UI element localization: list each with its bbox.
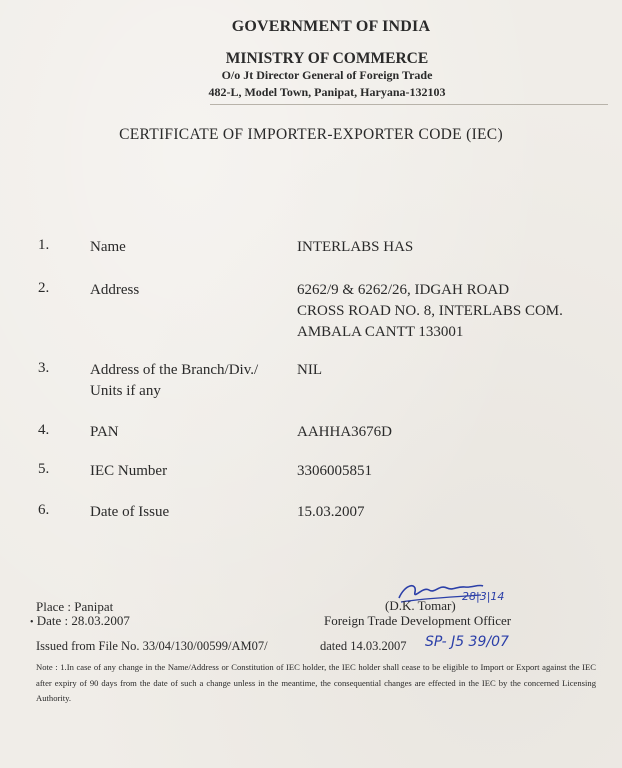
date-value: Date : 28.03.2007 [36,613,130,628]
field-label: Date of Issue [90,504,170,520]
signatory-title: Foreign Trade Development Officer [324,613,512,628]
office-line: O/o Jt Director General of Foreign Trade [221,68,433,82]
branch-label-line-1: Address of the Branch/Div./ [90,362,259,378]
field-value: NIL [297,362,322,378]
field-value [297,280,607,343]
place-label: Place : Panipat [36,599,114,614]
field-value: 3306005851 [297,463,372,479]
header-divider [210,104,608,105]
address-line-3: AMBALA CANTT 133001 [297,324,464,340]
field-number: 4. [38,422,50,438]
date-label: • Date : 28.03.2007 [30,613,130,628]
field-number: 5. [38,461,50,477]
field-label: IEC Number [90,463,168,479]
field-label: PAN [90,424,119,440]
issued-from-file: Issued from File No. 33/04/130/00599/AM07/ [36,639,268,653]
handwritten-file-note: SP- J5 39/07 [425,634,509,650]
field-label: Name [90,239,126,255]
field-number: 6. [38,502,50,518]
field-label: Address [90,282,140,298]
field-label [90,360,290,402]
handwritten-sig-number: 28|3|14 [462,590,505,603]
ministry-heading: MINISTRY OF COMMERCE [225,50,429,67]
certificate-title: CERTIFICATE OF IMPORTER-EXPORTER CODE (IEC) [119,126,503,143]
field-value: 15.03.2007 [297,504,365,520]
field-value: INTERLABS HAS [297,239,414,255]
field-number: 2. [38,280,50,296]
certificate-note: Note : 1.In case of any change in the Name/Address or Constitution of IEC holder, the IEC holder shall cease to be eligible to Import or Export against the IEC after expiry of 90 days from the date of such a change unless in the meantime, the consequential changes are effected in the IEC by the concerned Licensing Authority. [36,662,596,703]
office-address: 482-L, Model Town, Panipat, Haryana-132103 [208,85,446,99]
issued-date: dated 14.03.2007 [320,639,407,653]
field-number: 1. [38,237,50,253]
field-value: AAHHA3676D [297,424,392,440]
signatory-name: (D.K. Tomar) [385,598,456,613]
address-line-1: 6262/9 & 6262/26, IDGAH ROAD [297,282,510,298]
branch-label-line-2: Units if any [90,383,161,399]
field-number: 3. [38,360,50,376]
address-line-2: CROSS ROAD NO. 8, INTERLABS COM. [297,303,563,319]
government-heading: GOVERNMENT OF INDIA [231,18,431,35]
